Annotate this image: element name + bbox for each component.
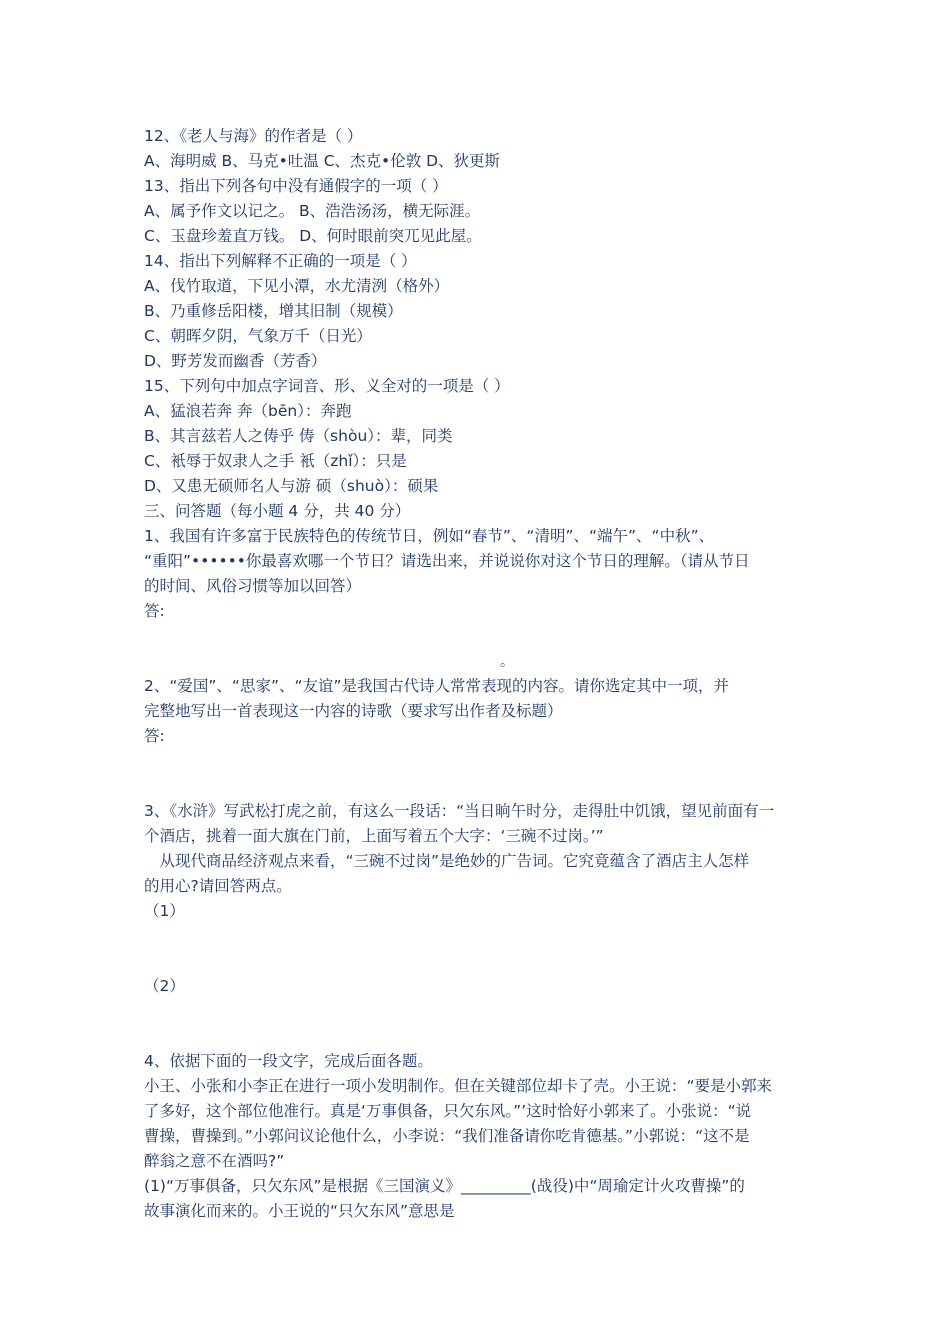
qa3-line-3: 从现代商品经济观点来看，“三碗不过岗”是绝妙的广告词。它究竟蕴含了酒店主人怎样 [144, 852, 750, 870]
q14-option-a: A、伐竹取道，下见小潭，水尤清洌（格外） [144, 277, 450, 295]
qa2-line-1: 2、“爱国”、“思家”、“友谊”是我国古代诗人常常表现的内容。请你选定其中一项，并 [144, 677, 730, 695]
exam-content [144, 124, 810, 1224]
qa4-line-4: 曹操，曹操到。”小郭问议论他什么，小李说：“我们准备请你吃肯德基。”小郭说：“这不是 [144, 1127, 750, 1145]
q15-option-b: B、其言兹若人之俦乎 俦（shòu）：辈，同类 [144, 427, 453, 445]
q13-options-cd: C、玉盘珍羞直万钱。 D、何时眼前突兀见此屋。 [144, 227, 482, 245]
qa3-line-4: 的用心?请回答两点。 [144, 877, 292, 895]
q14-option-c: C、朝晖夕阴，气象万千（日光） [144, 327, 372, 345]
qa4-line-7: 故事演化而来的。小王说的“只欠东风”意思是 [144, 1202, 455, 1220]
q13-options-ab: A、属予作文以记之。 B、浩浩汤汤，横无际涯。 [144, 202, 481, 220]
qa1-answer-space [144, 624, 810, 649]
qa3-line-1: 3、《水浒》写武松打虎之前，有这么一段话：“当日晌午时分，走得肚中饥饿，望见前面有一 [144, 802, 775, 820]
q15-option-c: C、衹辱于奴隶人之手 衹（zhǐ）：只是 [144, 452, 407, 470]
q15-option-d: D、又患无硕师名人与游 硕（shuò）：硕果 [144, 477, 439, 495]
qa2-answer-space [144, 749, 810, 799]
qa3-part-1-space [144, 924, 810, 974]
qa4-line-5: 醉翁之意不在酒吗?” [144, 1152, 285, 1170]
qa4-line-1: 4、依据下面的一段文字，完成后面各题。 [144, 1052, 433, 1070]
qa4-line-6: (1)“万事俱备，只欠东风”是根据《三国演义》_________(战役)中“周瑜定计火攻曹操”的 [144, 1177, 745, 1195]
qa3-part-2: （2） [144, 977, 185, 995]
q13-stem: 13、指出下列各句中没有通假字的一项（ ） [144, 177, 448, 195]
qa2-answer-label: 答: [144, 727, 165, 745]
qa2-line-2: 完整地写出一首表现这一内容的诗歌（要求写出作者及标题） [144, 702, 563, 720]
qa3-part-1: （1） [144, 902, 185, 920]
qa1-end-mark: 。 [500, 654, 514, 670]
qa1-answer-label: 答: [144, 602, 165, 620]
qa4-line-2: 小王、小张和小李正在进行一项小发明制作。但在关键部位却卡了壳。小王说：“要是小郭来 [144, 1077, 773, 1095]
qa1-line-1: 1、我国有许多富于民族特色的传统节日，例如“春节”、“清明”、“端午”、“中秋”、 [144, 527, 715, 545]
q14-option-d: D、野芳发而幽香（芳香） [144, 352, 327, 370]
qa1-line-3: 的时间、风俗习惯等加以回答） [144, 577, 362, 595]
q12-options: A、海明威 B、马克•吐温 C、杰克•伦敦 D、狄更斯 [144, 152, 501, 170]
q15-option-a: A、猛浪若奔 奔（bēn）：奔跑 [144, 402, 352, 420]
qa1-line-2: “重阳”••••••你最喜欢哪一个节日？请选出来，并说说你对这个节日的理解。（请从节日 [144, 552, 750, 570]
q15-stem: 15、下列句中加点字词音、形、义全对的一项是（ ） [144, 377, 510, 395]
q14-option-b: B、乃重修岳阳楼，增其旧制（规模） [144, 302, 403, 320]
qa3-line-2: 个酒店，挑着一面大旗在门前，上面写着五个大字：‘三碗不过岗。’” [144, 827, 604, 845]
qa4-line-3: 了多好，这个部位他准行。真是‘万事俱备，只欠东风。”’这时恰好小郭来了。小张说：“说 [144, 1102, 752, 1120]
q12-stem: 12、《老人与海》的作者是（ ） [144, 127, 363, 145]
q14-stem: 14、指出下列解释不正确的一项是（ ） [144, 252, 417, 270]
qa3-part-2-space [144, 999, 810, 1049]
section3-heading: 三、问答题（每小题 4 分，共 40 分） [144, 502, 411, 520]
